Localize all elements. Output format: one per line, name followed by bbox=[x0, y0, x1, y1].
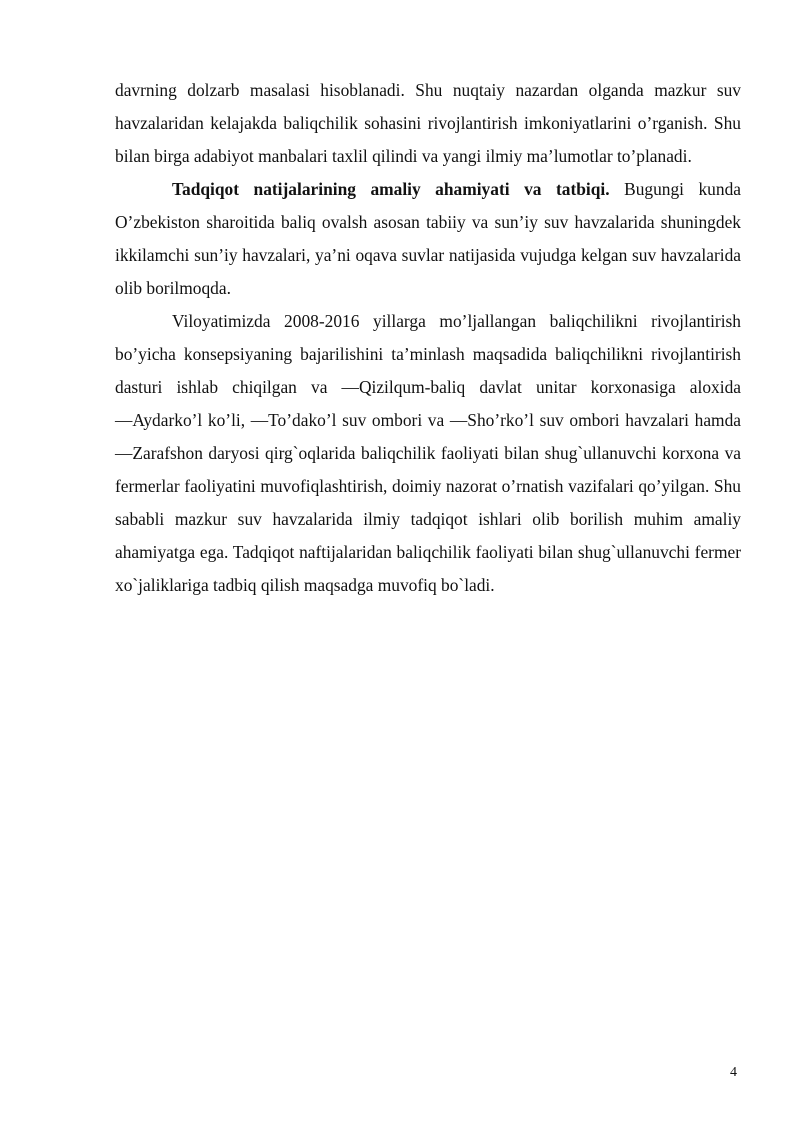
paragraph-1 bbox=[115, 74, 741, 173]
section-heading: Tadqiqot natijalarining amaliy ahamiyati va tatbiqi. bbox=[172, 179, 610, 199]
paragraph-3-text: Viloyatimizda 2008-2016 yillarga mo’ljallangan baliqchilikni rivojlantirish bo’yicha konsepsiyaning bajarilishini ta’minlash maqsadida baliqchilikni rivojlantirish dasturi ishlab chiqilgan va ―Qizilqum-baliq davlat unitar korxonasiga aloxida ―Aydarko’l ko’li, ―To’dako’l suv ombori va ―Sho’rko’l suv ombori havzalari hamda ―Zarafshon daryosi qirg`oqlarida baliqchilik faoliyati bilan shug`ullanuvchi korxona va fermerlar faoliyatini muvofiqlashtirish, doimiy nazorat o’rnatish vazifalari qo’yilgan. Shu sababli mazkur suv havzalarida ilmiy tadqiqot ishlari olib borilish muhim amaliy ahamiyatga ega. Tadqiqot naftijalaridan baliqchilik faoliyati bilan shug`ullanuvchi fermer xo`jaliklariga tadbiq qilish maqsadga muvofiq bo`ladi. bbox=[115, 311, 741, 595]
paragraph-2-text: Bugungi kunda O’zbekiston sharoitida baliq ovalsh asosan tabiiy va sun’iy suv havzalarida shuningdek ikkilamchi sun’iy havzalari, ya’ni oqava suvlar natijasida vujudga kelgan suv havzalarida olib borilmoqda. bbox=[115, 179, 741, 298]
page-body bbox=[115, 74, 741, 602]
paragraph-2 bbox=[115, 173, 741, 305]
paragraph-1-text: davrning dolzarb masalasi hisoblanadi. Shu nuqtaiy nazardan olganda mazkur suv havzalaridan kelajakda baliqchilik sohasini rivojlantirish imkoniyatlarini o’rganish. Shu bilan birga adabiyot manbalari taxlil qilindi va yangi ilmiy ma’lumotlar to’planadi. bbox=[115, 80, 741, 166]
paragraph-3 bbox=[115, 305, 741, 602]
page-number: 4 bbox=[730, 1065, 737, 1080]
